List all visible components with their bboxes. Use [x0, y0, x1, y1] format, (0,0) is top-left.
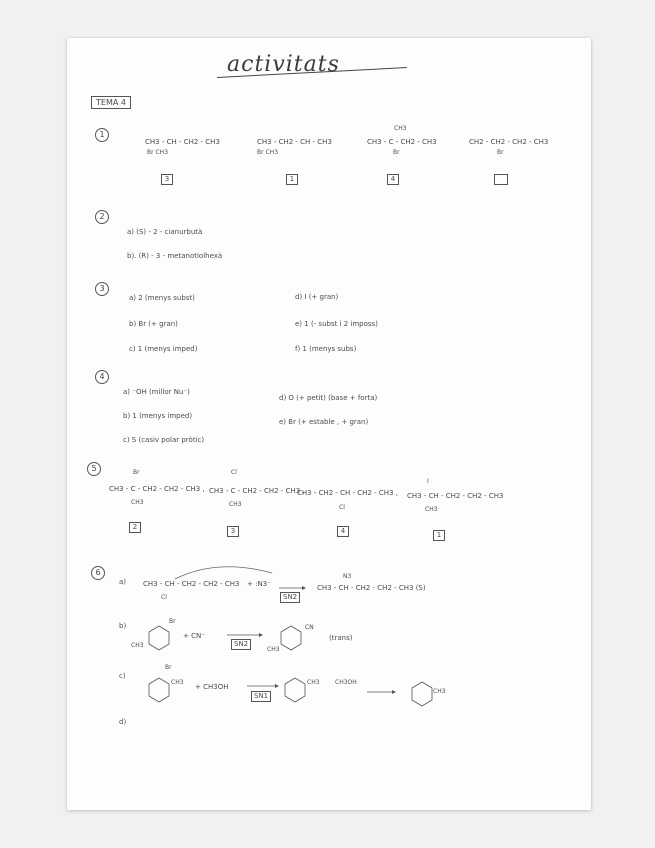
question-number-3: 3 [95, 282, 109, 296]
q1-answer-box-1: 3 [161, 174, 173, 185]
q3-answer-d: d) I (+ gran) [295, 293, 339, 301]
q6-a-reagent: + :N3⁻ [247, 580, 271, 588]
q5-molecule-1-sub: CH3 [131, 499, 144, 506]
question-number-1: 1 [95, 128, 109, 142]
q6-a-condition: SN2 [280, 592, 300, 603]
q6-c-intermediate-meoh: CH3OH [335, 679, 357, 686]
question-number-2: 2 [95, 210, 109, 224]
q5-molecule-1-top: Br [133, 469, 140, 476]
q4-answer-d: d) O (+ petit) (base + forta) [279, 394, 378, 402]
q2-answer-a: a) (S) - 2 - cianurbutà [127, 228, 203, 236]
q5-molecule-4-top: I [427, 478, 429, 485]
q6-c-ch3: CH3 [171, 679, 184, 686]
q1-molecule-3: CH3 - C - CH2 - CH3 [367, 138, 437, 146]
q6-b-condition: SN2 [231, 639, 251, 650]
q5-answer-box-2: 3 [227, 526, 239, 537]
q5-molecule-3-sub: Cl [339, 504, 345, 511]
q1-molecule-3-sub: Br [393, 149, 400, 156]
q6-c-reagent: + CH3OH [195, 683, 229, 691]
q6-b-br: Br [169, 618, 176, 625]
q1-molecule-1: CH3 - CH - CH2 - CH3 [145, 138, 220, 146]
q3-answer-b: b) Br (+ gran) [129, 320, 178, 328]
question-number-5: 5 [87, 462, 101, 476]
tema-label: TEMA 4 [91, 96, 131, 109]
q2-answer-b: b). (R) - 3 - metanotiolhexà [127, 252, 223, 260]
q6-d-label: d) [119, 718, 127, 726]
q5-answer-box-4: 1 [433, 530, 445, 541]
q6-c-label: c) [119, 672, 126, 680]
q6-b-product-ch3: CH3 [267, 646, 280, 653]
q6-b-label: b) [119, 622, 127, 630]
q5-molecule-2-sub: CH3 [229, 501, 242, 508]
q6-a-label: a) [119, 578, 127, 586]
page-title: activitats [227, 52, 340, 77]
q6-b-product-cn: CN [305, 624, 314, 631]
q6-a-reactant-sub: Cl [161, 594, 167, 601]
question-number-4: 4 [95, 370, 109, 384]
q1-molecule-1-sub: Br CH3 [147, 149, 169, 156]
q3-answer-f: f) 1 (menys subs) [295, 345, 357, 353]
q4-answer-a: a) ⁻OH (millor Nu⁻) [123, 388, 190, 396]
q1-molecule-2: CH3 - CH2 - CH - CH3 [257, 138, 332, 146]
q3-answer-c: c) 1 (menys imped) [129, 345, 198, 353]
q4-answer-e: e) Br (+ estable , + gran) [279, 418, 369, 426]
q5-molecule-2-top: Cl [231, 469, 237, 476]
q6-c-condition: SN1 [251, 691, 271, 702]
question-number-6: 6 [91, 566, 105, 580]
q6-b-product-note: (trans) [329, 634, 353, 642]
q5-answer-box-3: 4 [337, 526, 349, 537]
q6-a-product-top: N3 [343, 573, 352, 580]
q3-answer-a: a) 2 (menys subst) [129, 294, 195, 302]
q5-molecule-4: CH3 - CH - CH2 - CH2 - CH3 [407, 492, 504, 500]
q5-answer-box-1: 2 [129, 522, 141, 533]
q5-molecule-1: CH3 - C - CH2 - CH2 - CH3 , [109, 485, 205, 493]
q4-answer-c: c) S (casiv polar pròtic) [123, 436, 205, 444]
q6-a-reactant: CH3 - CH - CH2 - CH2 - CH3 [143, 580, 240, 588]
q6-c-product-ch3: CH3 [433, 688, 446, 695]
q1-molecule-4: CH2 - CH2 - CH2 - CH3 [469, 138, 549, 146]
q3-answer-e: e) 1 (- subst i 2 imposs) [295, 320, 378, 328]
q4-answer-b: b) 1 (menys imped) [123, 412, 193, 420]
q1-molecule-2-sub: Br CH3 [257, 149, 279, 156]
q1-molecule-4-sub: Br [497, 149, 504, 156]
q6-a-product: CH3 - CH - CH2 - CH2 - CH3 (S) [317, 584, 426, 592]
q5-molecule-3: CH3 - CH2 - CH - CH2 - CH3 , [297, 489, 398, 497]
q1-molecule-3-top: CH3 [394, 125, 407, 132]
q6-b-reagent: + CN⁻ [183, 632, 205, 640]
q6-c-br: Br [165, 664, 172, 671]
q6-b-sub-left: CH3 [131, 642, 144, 649]
q1-answer-box-3: 4 [387, 174, 399, 185]
q5-molecule-2: CH3 - C - CH2 - CH2 - CH3 , [209, 487, 305, 495]
worksheet-page [67, 38, 591, 810]
q1-answer-box-4 [494, 174, 508, 185]
q5-molecule-4-sub: CH3 [425, 506, 438, 513]
q6-c-intermediate-ch3: CH3 [307, 679, 320, 686]
q1-answer-box-2: 1 [286, 174, 298, 185]
